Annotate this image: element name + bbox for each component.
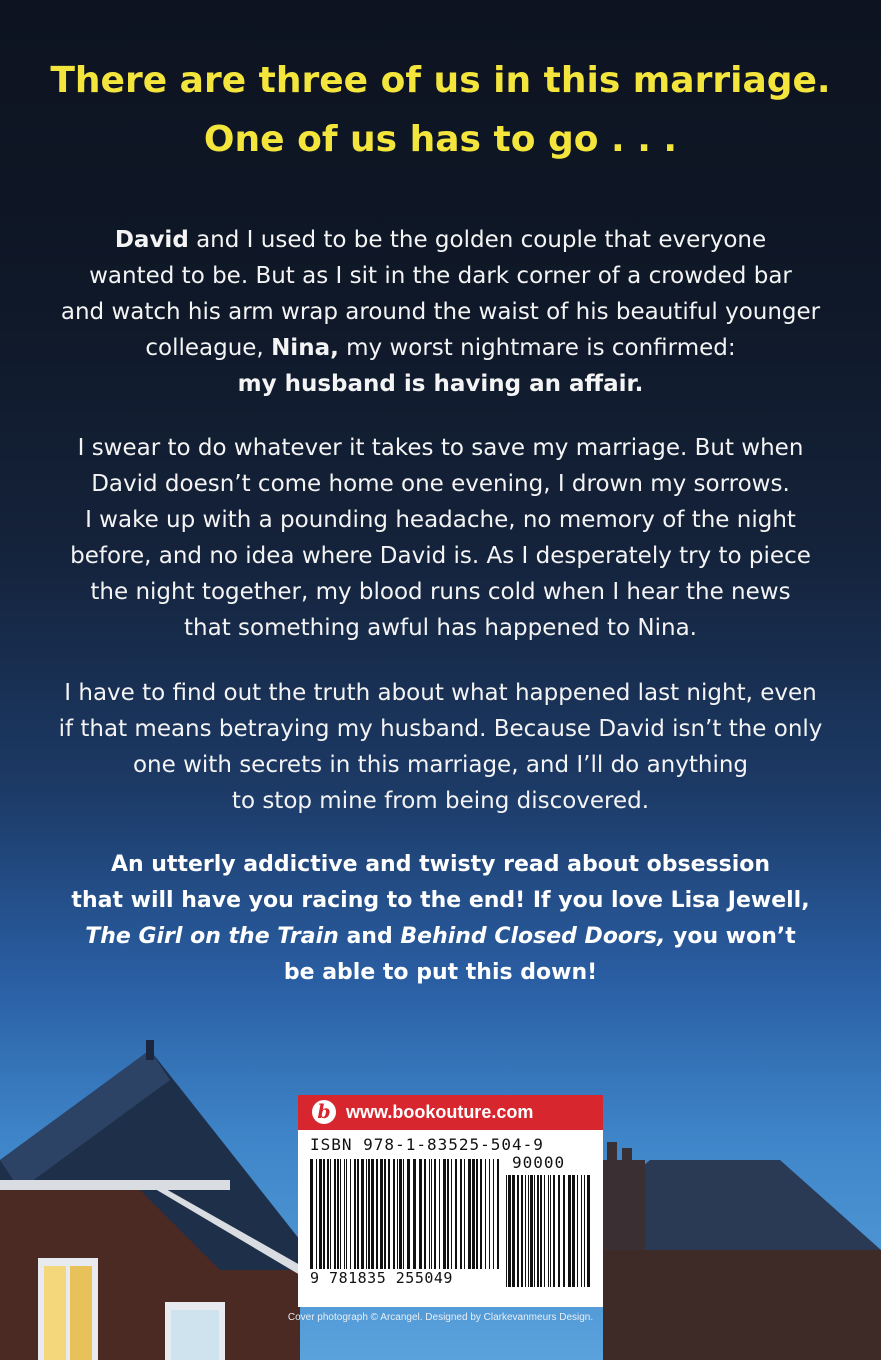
tagline-text: be able to put this down! (283, 960, 598, 985)
barcode-bar (534, 1175, 535, 1287)
barcode-bar (403, 1159, 404, 1269)
barcode-bar (455, 1159, 457, 1269)
character-name-david: David (114, 227, 189, 253)
barcode-bar (361, 1159, 364, 1269)
barcode-bar (434, 1159, 436, 1269)
barcode-bar (439, 1159, 440, 1269)
barcode-bar (330, 1159, 331, 1269)
headline-line-2: One of us has to go . . . (203, 119, 678, 160)
barcode-bar (584, 1175, 585, 1287)
book-title-reference: The Girl on the Train (85, 924, 339, 949)
barcode-bar (489, 1159, 490, 1269)
barcode-bar (337, 1159, 339, 1269)
barcode-bar (371, 1159, 374, 1269)
barcode-bar (548, 1175, 549, 1287)
barcode-bar (366, 1159, 367, 1269)
chimney-pot (607, 1142, 617, 1162)
tagline (40, 847, 841, 991)
barcode-bar (537, 1175, 539, 1287)
blurb-text: David doesn’t come home one evening, I drown my sorrows. (91, 471, 790, 497)
blurb-emphasis: my husband is having an affair. (237, 371, 644, 397)
barcode-bar (480, 1159, 482, 1269)
blurb-text: I have to find out the truth about what happened last night, even (64, 680, 817, 706)
barcode-bar (357, 1159, 359, 1269)
blurb-text: the night together, my blood runs cold when I hear the news (90, 579, 791, 605)
headline-line-1: There are three of us in this marriage. (50, 60, 831, 101)
character-name-nina: Nina, (271, 335, 339, 361)
barcode-bar (429, 1159, 430, 1269)
barcode-bar (563, 1175, 565, 1287)
book-title-reference: Behind Closed Doors, (400, 924, 666, 949)
barcode-bar (393, 1159, 395, 1269)
tagline-text: and (338, 924, 401, 949)
chimney-pot (622, 1148, 632, 1162)
barcode-bar (485, 1159, 486, 1269)
blurb-text: and watch his arm wrap around the waist of his beautiful younger (60, 299, 821, 325)
barcode-bar (550, 1175, 551, 1287)
chimney (603, 1160, 645, 1250)
roof-finial (146, 1040, 154, 1060)
barcode-bar (508, 1175, 511, 1287)
price-barcode (506, 1175, 591, 1287)
tagline-text: you won’t (665, 924, 796, 949)
blurb-text: my worst nightmare is confirmed: (338, 335, 736, 361)
barcode-bar (521, 1175, 523, 1287)
blurb-text: wanted to be. But as I sit in the dark corner of a crowded bar (89, 263, 792, 289)
barcode-bar (447, 1159, 449, 1269)
blurb-paragraph-1 (40, 222, 841, 402)
barcode-bar (419, 1159, 422, 1269)
isbn-barcode (310, 1159, 502, 1269)
blurb-text: one with secrets in this marriage, and I’ll do anything (132, 752, 749, 778)
house-eave (0, 1180, 230, 1190)
blurb-text: before, and no idea where David is. As I desperately try to piece (70, 543, 811, 569)
barcode-bar (553, 1175, 555, 1287)
blurb-text: that something awful has happened to Nina. (184, 615, 697, 641)
barcode-bar (525, 1175, 526, 1287)
barcode-bar (451, 1159, 452, 1269)
cover-credit: Cover photograph © Arcangel. Designed by Clarkevanmeurs Design. (287, 1312, 594, 1323)
publisher-url: www.bookouture.com (346, 1102, 534, 1122)
barcode-bar (344, 1159, 345, 1269)
barcode-bar (587, 1175, 590, 1287)
tagline-text: that will have you racing to the end! If you love Lisa Jewell, (71, 888, 810, 913)
price-code: 90000 (512, 1153, 566, 1172)
barcode-bar (323, 1159, 325, 1269)
barcode-bar (368, 1159, 370, 1269)
barcode-bar (497, 1159, 499, 1269)
barcode-bar (319, 1159, 322, 1269)
blurb-text: I wake up with a pounding headache, no memory of the night (85, 507, 796, 533)
barcode-bar (384, 1159, 386, 1269)
barcode-bar (443, 1159, 446, 1269)
barcode-bar (540, 1175, 542, 1287)
barcode-bar (424, 1159, 426, 1269)
barcode-bar (572, 1175, 575, 1287)
house-facade-right (603, 1250, 881, 1360)
barcode-bar (316, 1159, 317, 1269)
barcode-bar (568, 1175, 571, 1287)
barcode-bar (407, 1159, 410, 1269)
barcode-bar (544, 1175, 545, 1287)
barcode-bar (464, 1159, 465, 1269)
barcode-bar (327, 1159, 329, 1269)
barcode-bar (577, 1175, 578, 1287)
barcode-bar (397, 1159, 398, 1269)
tagline-text: An utterly addictive and twisty read about obsession (110, 852, 771, 877)
publisher-logo-icon: b (312, 1100, 336, 1124)
barcode-bar (468, 1159, 471, 1269)
barcode-bar (530, 1175, 533, 1287)
isbn-number: ISBN 978-1-83525-504-9 (310, 1135, 544, 1154)
barcode-bar (472, 1159, 475, 1269)
blurb-text: to stop mine from being discovered. (231, 788, 650, 814)
barcode-digits: 9 781835 255049 (310, 1269, 453, 1287)
publisher-strip (298, 1095, 603, 1130)
barcode-bar (354, 1159, 356, 1269)
barcode-bar (528, 1175, 529, 1287)
barcode-bar (340, 1159, 341, 1269)
barcode-bar (380, 1159, 383, 1269)
blurb-text: if that means betraying my husband. Because David isn’t the only (58, 716, 823, 742)
barcode-bar (558, 1175, 560, 1287)
barcode-bar (460, 1159, 462, 1269)
barcode-bar (334, 1159, 336, 1269)
barcode-bar (431, 1159, 432, 1269)
barcode-bar (512, 1175, 515, 1287)
barcode-bar (413, 1159, 416, 1269)
blurb-text: I swear to do whatever it takes to save my marriage. But when (77, 435, 804, 461)
blurb-paragraph-3 (40, 675, 841, 819)
barcode-bar (350, 1159, 351, 1269)
barcode-bar (581, 1175, 582, 1287)
barcode-bar (399, 1159, 402, 1269)
barcode-bar (346, 1159, 347, 1269)
blurb-text: and I used to be the golden couple that everyone (188, 227, 767, 253)
barcode-bar (506, 1175, 507, 1287)
blurb-text: colleague, (145, 335, 272, 361)
barcode-panel (298, 1095, 603, 1307)
barcode-bar (493, 1159, 494, 1269)
barcode-bar (376, 1159, 378, 1269)
blurb-paragraph-2 (40, 430, 841, 646)
barcode-bar (476, 1159, 478, 1269)
barcode-bar (517, 1175, 519, 1287)
barcode-bar (388, 1159, 390, 1269)
barcode-bar (310, 1159, 313, 1269)
